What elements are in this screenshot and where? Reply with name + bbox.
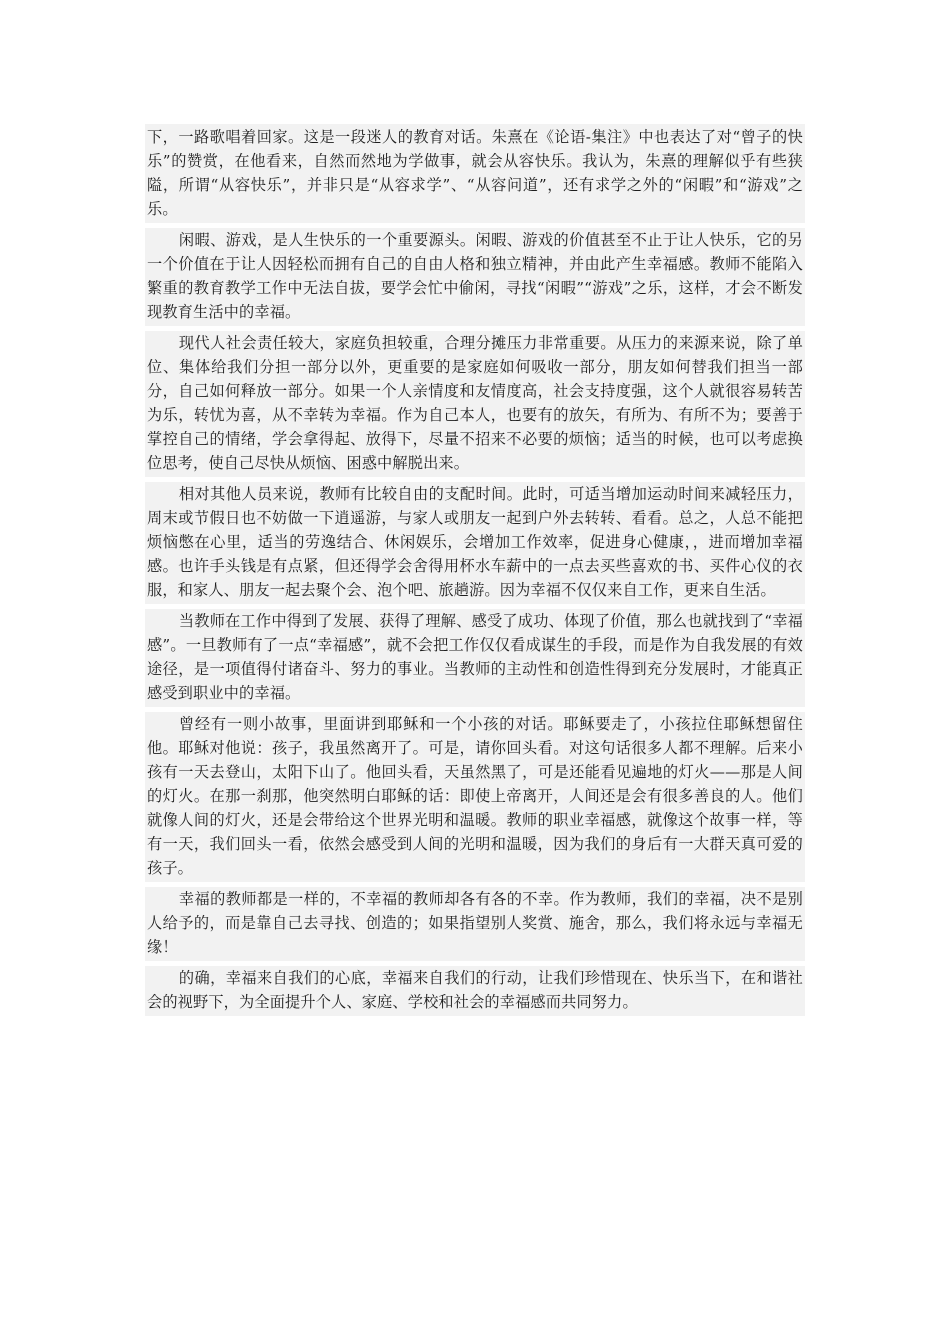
paragraph-8: 的确，幸福来自我们的心底，幸福来自我们的行动，让我们珍惜现在、快乐当下，在和谐社会的视野下，为全面提升个人、家庭、学校和社会的幸福感而共同努力。: [145, 966, 805, 1016]
paragraph-3: 现代人社会责任较大，家庭负担较重，合理分摊压力非常重要。从压力的来源来说，除了单位、集体给我们分担一部分以外，更重要的是家庭如何吸收一部分，朋友如何替我们担当一部分，自己如何释放一部分。如果一个人亲情度和友情度高，社会支持度强，这个人就很容易转苦为乐，转忧为喜，从不幸转为幸福。作为自己本人，也要有的放矢，有所为、有所不为；要善于掌控自己的情绪，学会拿得起、放得下，尽量不招来不必要的烦恼；适当的时候，也可以考虑换位思考，使自己尽快从烦恼、困惑中解脱出来。: [145, 331, 805, 477]
paragraph-2: 闲暇、游戏，是人生快乐的一个重要源头。闲暇、游戏的价值甚至不止于让人快乐，它的另一个价值在于让人因轻松而拥有自己的自由人格和独立精神，并由此产生幸福感。教师不能陷入繁重的教育教学工作中无法自拔，要学会忙中偷闲，寻找“闲暇”“游戏”之乐，这样，才会不断发现教育生活中的幸福。: [145, 228, 805, 326]
paragraph-1: 下，一路歌唱着回家。这是一段迷人的教育对话。朱熹在《论语-集注》中也表达了对“曾子的快乐”的赞赏，在他看来，自然而然地为学做事，就会从容快乐。我认为，朱熹的理解似乎有些狭隘，所谓“从容快乐”，并非只是“从容求学”、“从容问道”，还有求学之外的“闲暇”和“游戏”之乐。: [145, 124, 805, 223]
document-body: [145, 124, 805, 1021]
paragraph-5: 当教师在工作中得到了发展、获得了理解、感受了成功、体现了价值，那么也就找到了“幸福感”。一旦教师有了一点“幸福感”，就不会把工作仅仅看成谋生的手段，而是作为自我发展的有效途径，是一项值得付诸奋斗、努力的事业。当教师的主动性和创造性得到充分发展时，才能真正感受到职业中的幸福。: [145, 609, 805, 707]
paragraph-7: 幸福的教师都是一样的，不幸福的教师却各有各的不幸。作为教师，我们的幸福，决不是别人给予的，而是靠自己去寻找、创造的；如果指望别人奖赏、施舍，那么，我们将永远与幸福无缘！: [145, 887, 805, 961]
paragraph-6: 曾经有一则小故事，里面讲到耶稣和一个小孩的对话。耶稣要走了，小孩拉住耶稣想留住他。耶稣对他说：孩子，我虽然离开了。可是，请你回头看。对这句话很多人都不理解。后来小孩有一天去登山，太阳下山了。他回头看，天虽然黑了，可是还能看见遍地的灯火——那是人间的灯火。在那一刹那，他突然明白耶稣的话：即使上帝离开，人间还是会有很多善良的人。他们就像人间的灯火，还是会带给这个世界光明和温暖。教师的职业幸福感，就像这个故事一样，等有一天，我们回头一看，依然会感受到人间的光明和温暖，因为我们的身后有一大群天真可爱的孩子。: [145, 712, 805, 882]
paragraph-4: 相对其他人员来说，教师有比较自由的支配时间。此时，可适当增加运动时间来减轻压力，周末或节假日也不妨做一下逍遥游，与家人或朋友一起到户外去转转、看看。总之，人总不能把烦恼憋在心里，适当的劳逸结合、休闲娱乐，会增加工作效率，促进身心健康，，进而增加幸福感。也许手头钱是有点紧，但还得学会舍得用杯水车薪中的一点去买些喜欢的书、买件心仪的衣服，和家人、朋友一起去聚个会、泡个吧、旅趟游。因为幸福不仅仅来自工作，更来自生活。: [145, 482, 805, 604]
